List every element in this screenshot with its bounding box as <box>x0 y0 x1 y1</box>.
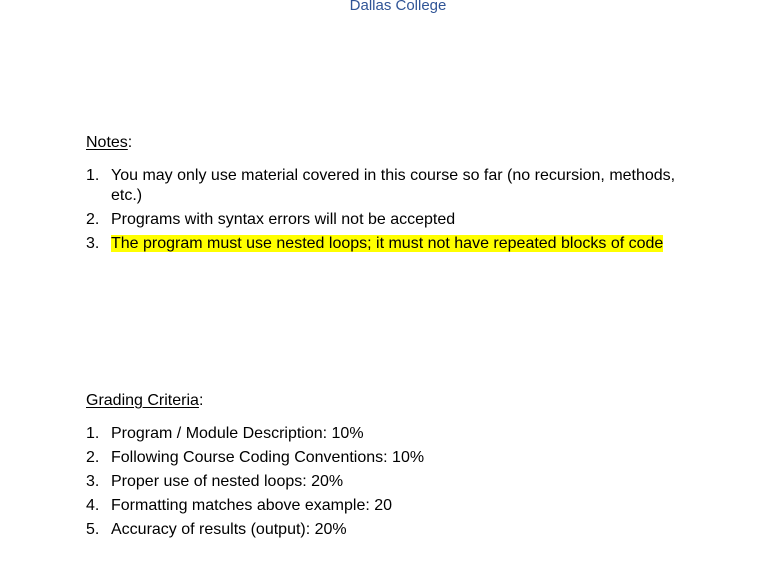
list-item-number: 5. <box>86 521 100 538</box>
list-item-number: 1. <box>86 425 100 442</box>
list-item-text: Programs with syntax errors will not be accepted <box>111 211 456 228</box>
list-item-number: 3. <box>86 235 100 252</box>
list-item-text: Accuracy of results (output): 20% <box>111 521 347 538</box>
list-item-number: 1. <box>86 167 100 184</box>
grading-criteria-heading <box>86 391 203 411</box>
notes-heading-colon: : <box>127 134 133 151</box>
list-item <box>86 448 706 468</box>
list-item <box>86 496 706 516</box>
list-item-text: Formatting matches above example: 20 <box>111 497 393 514</box>
list-item <box>86 210 706 230</box>
list-item-number: 4. <box>86 497 100 514</box>
highlighted-list-item-text: The program must use nested loops; it must not have repeated blocks of code <box>111 235 664 252</box>
list-item-text: Following Course Coding Conventions: 10% <box>111 449 425 466</box>
list-item <box>86 472 706 492</box>
list-item-number: 2. <box>86 211 100 228</box>
list-item-text: Program / Module Description: 10% <box>111 425 364 442</box>
list-item <box>86 424 706 444</box>
grading-heading-label: Grading Criteria <box>86 392 199 409</box>
notes-heading <box>86 133 132 153</box>
list-item-number: 3. <box>86 473 100 490</box>
list-item-text: You may only use material covered in this course so far (no recursion, methods, etc.) <box>111 167 676 204</box>
grading-criteria-list <box>86 424 706 544</box>
list-item-number: 2. <box>86 449 100 466</box>
list-item <box>86 234 706 254</box>
notes-list <box>86 166 706 258</box>
header-organization: Dallas College <box>349 0 447 14</box>
grading-heading-colon: : <box>198 392 204 409</box>
list-item <box>86 520 706 540</box>
notes-heading-label: Notes <box>86 134 128 151</box>
list-item <box>86 166 706 206</box>
list-item-text: Proper use of nested loops: 20% <box>111 473 344 490</box>
